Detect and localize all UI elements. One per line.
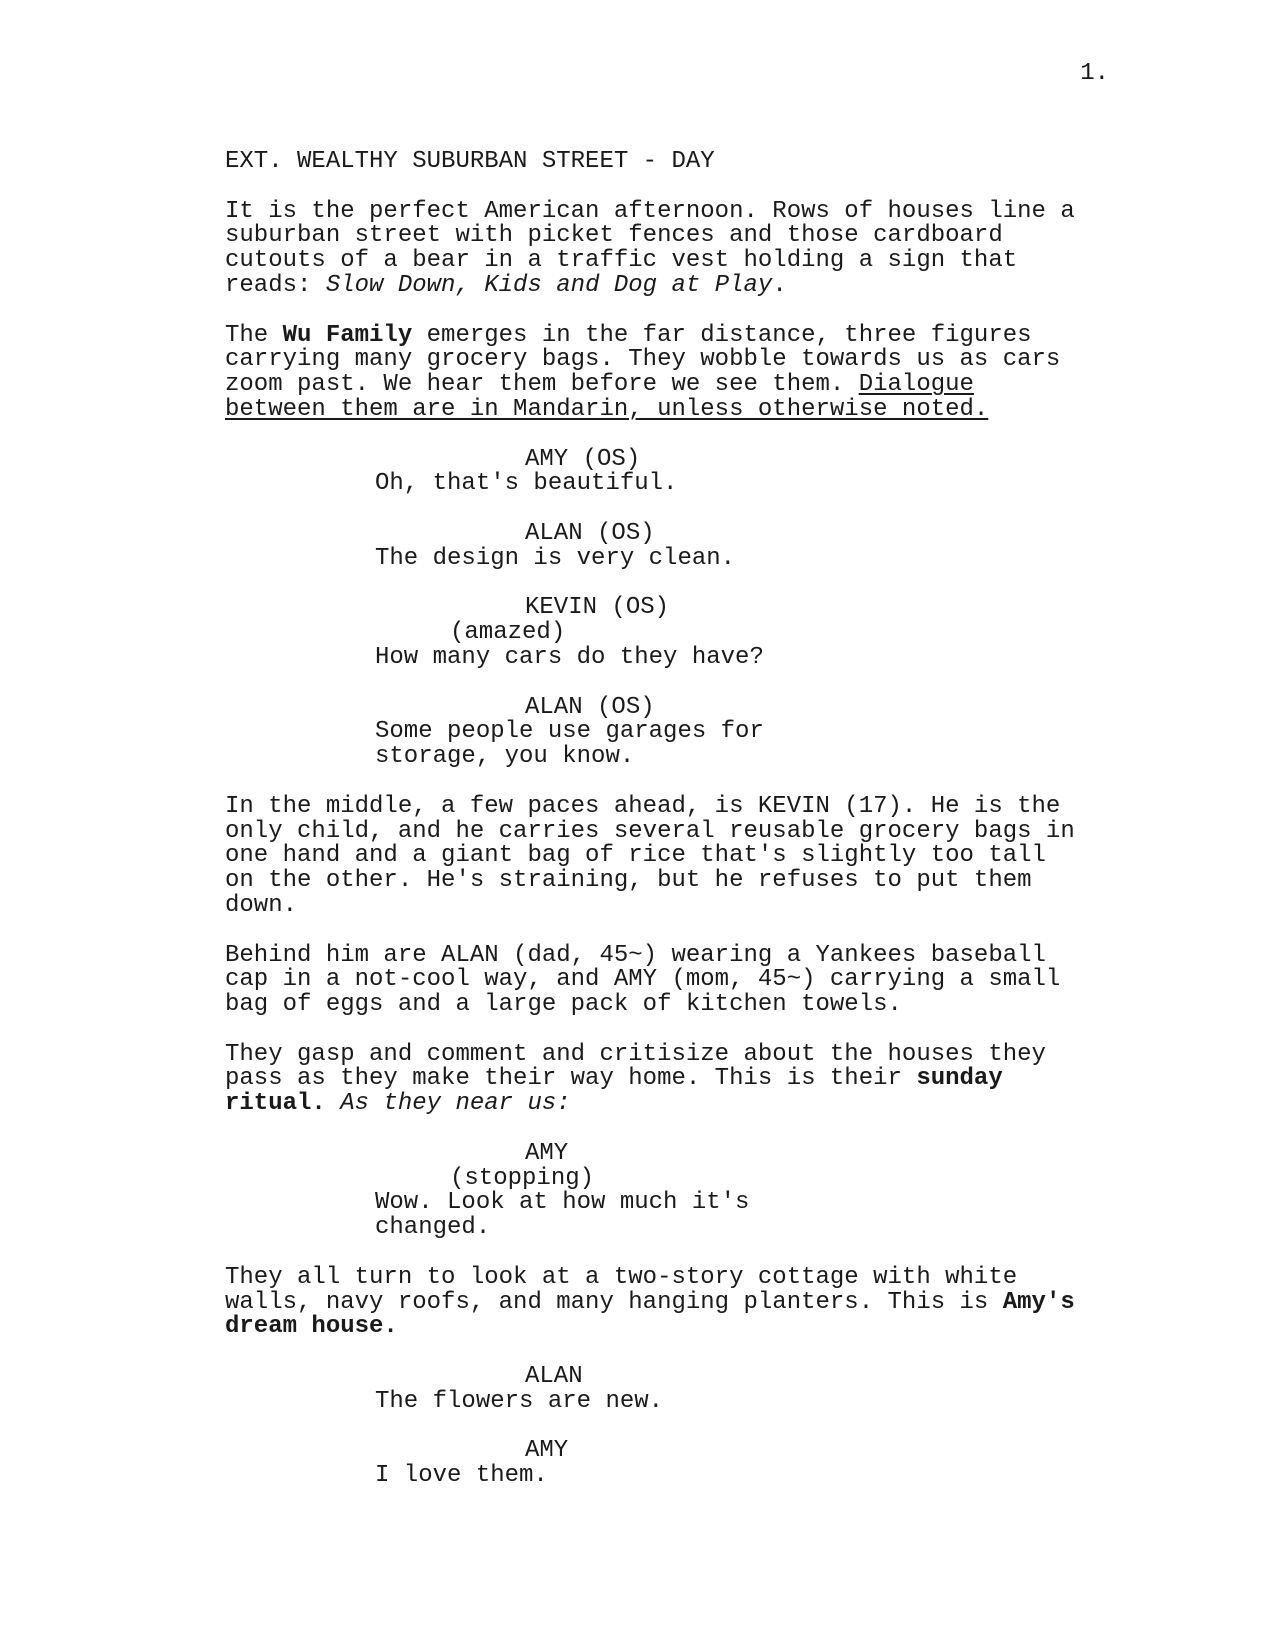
sign-text: Slow Down, Kids and Dog at Play — [325, 271, 773, 299]
character-name: KEVIN (OS) — [525, 594, 670, 622]
character-name: ALAN (OS) — [525, 519, 655, 547]
action-line: cutouts of a bear in a traffic vest holding a sign that — [225, 247, 1018, 275]
action-text: zoom past. We hear them before we see them. — [225, 371, 859, 399]
action-paragraph — [225, 941, 1115, 1019]
dialogue-line: Wow. Look at how much it's — [375, 1189, 750, 1217]
dialogue-line: Some people use garages for — [375, 718, 764, 746]
action-line: It is the perfect American afternoon. Rows of houses line a — [225, 197, 1075, 225]
action-line: cap in a not-cool way, and AMY (mom, 45~) carrying a small — [225, 966, 1061, 994]
dialogue-block — [225, 596, 1125, 670]
dialogue-line: I love them. — [375, 1462, 548, 1490]
action-line: bag of eggs and a large pack of kitchen towels. — [225, 991, 902, 1019]
action-line — [225, 1288, 1115, 1316]
emphasis-text: sunday — [916, 1065, 1003, 1093]
dialogue-block — [225, 519, 1125, 572]
action-line — [225, 321, 1115, 349]
underlined-note: between them are in Mandarin, unless otherwise noted. — [225, 395, 989, 423]
action-paragraph — [225, 321, 1115, 423]
dialogue-block — [225, 1365, 1125, 1415]
action-line: on the other. He's straining, but he refuses to put them — [225, 867, 1032, 895]
dialogue-line: The flowers are new. — [375, 1387, 664, 1415]
dialogue-block — [225, 1439, 1125, 1489]
screenplay-body — [225, 150, 1125, 1514]
dialogue-block — [225, 445, 1125, 498]
action-line — [225, 373, 1115, 398]
action-line: Behind him are ALAN (dad, 45~) wearing a Yankees baseball — [225, 941, 1046, 969]
action-paragraph — [225, 1263, 1115, 1341]
emphasis-text: dream house. — [225, 1313, 398, 1341]
action-line: down. — [225, 891, 298, 919]
emphasis-text: ritual — [225, 1090, 312, 1118]
character-intro: Wu Family — [282, 321, 413, 349]
character-name: AMY — [525, 1437, 569, 1465]
dialogue-block — [225, 693, 1125, 771]
action-line: carrying many grocery bags. They wobble towards us as cars — [225, 346, 1061, 374]
emphasis-text: Amy's — [1002, 1288, 1075, 1316]
italic-text: As they near us: — [340, 1090, 571, 1118]
character-name: ALAN — [525, 1363, 583, 1391]
action-paragraph — [225, 792, 1115, 919]
action-line: suburban street with picket fences and those cardboard — [225, 222, 1003, 250]
action-line — [225, 1067, 1115, 1092]
dialogue-line: How many cars do they have? — [375, 643, 764, 671]
character-name: AMY (OS) — [525, 445, 641, 473]
action-line: They all turn to look at a two-story cottage with white — [225, 1263, 1018, 1291]
dialogue-line: Oh, that's beautiful. — [375, 470, 678, 498]
action-line: only child, and he carries several reusable grocery bags in — [225, 817, 1075, 845]
action-line: one hand and a giant bag of rice that's slightly too tall — [225, 842, 1046, 870]
dialogue-block — [225, 1139, 1125, 1242]
action-text: emerges in the far distance, three figures — [412, 321, 1032, 349]
character-name: ALAN (OS) — [525, 693, 655, 721]
parenthetical: (amazed) — [450, 619, 566, 647]
action-paragraph — [225, 1040, 1115, 1118]
action-text: The — [225, 321, 283, 349]
dialogue-line: changed. — [375, 1214, 491, 1242]
underlined-note: Dialogue — [858, 371, 974, 399]
action-text: reads: — [225, 271, 326, 299]
action-text: walls, navy roofs, and many hanging planters. This is — [225, 1288, 1003, 1316]
action-text: pass as they make their way home. This is their — [225, 1065, 917, 1093]
scene-heading: EXT. WEALTHY SUBURBAN STREET - DAY — [225, 148, 715, 175]
page-number: 1. — [1080, 60, 1109, 87]
action-text: . — [311, 1090, 341, 1118]
action-line — [225, 271, 1115, 299]
dialogue-line: The design is very clean. — [375, 544, 736, 572]
action-line: They gasp and comment and critisize about the houses they — [225, 1040, 1046, 1068]
dialogue-line: storage, you know. — [375, 743, 635, 771]
action-line: In the middle, a few paces ahead, is KEVIN (17). He is the — [225, 792, 1061, 820]
action-paragraph — [225, 197, 1115, 299]
parenthetical: (stopping) — [450, 1164, 595, 1192]
action-line — [225, 1092, 1115, 1117]
character-name: AMY — [525, 1139, 569, 1167]
action-text: . — [772, 271, 787, 299]
